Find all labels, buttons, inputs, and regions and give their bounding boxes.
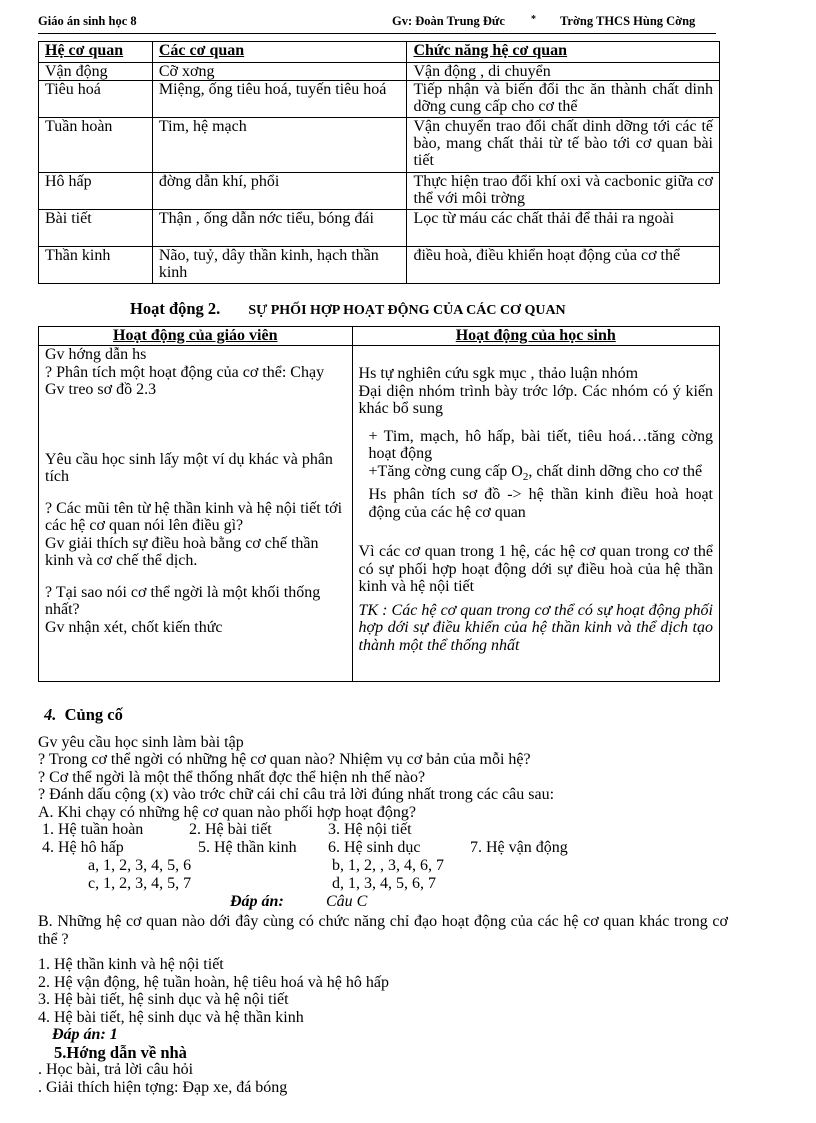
list-item: 1. Hệ tuần hoàn [42, 821, 144, 838]
table-cell: Hô hấp [39, 173, 153, 210]
header-rule [38, 33, 716, 34]
table-cell: điều hoà, điều khiển hoạt động của cơ thể [407, 247, 720, 284]
table-cell: Não, tuỷ, dây thần kinh, hạch thần kinh [152, 247, 407, 284]
text-line: Gv yêu cầu học sinh làm bài tập [38, 733, 244, 751]
header-subject: Giáo án sinh học 8 [38, 14, 137, 28]
student-line [359, 463, 713, 487]
table-row [39, 247, 720, 284]
homework-title: 5.Hớng dẫn về nhà [54, 1042, 187, 1062]
section-number: 4. [44, 705, 57, 724]
choice: b, 1, 2, , 3, 4, 6, 7 [332, 857, 444, 874]
student-activities [352, 346, 719, 682]
student-line: + Tim, mạch, hô hấp, bài tiết, tiêu hoá…tăng cờng hoạt động [368, 427, 713, 462]
teacher-activities [39, 346, 353, 682]
table-cell: Bài tiết [39, 210, 153, 247]
table-header-row [39, 42, 720, 63]
teacher-line: Gv nhận xét, chốt kiến thức [45, 618, 223, 636]
table-row [39, 63, 720, 81]
table-row [39, 346, 720, 682]
list-item: 5. Hệ thần kinh [198, 839, 297, 856]
homework-line: . Giải thích hiện tợng: Đạp xe, đá bóng [38, 1078, 288, 1096]
section-heading [44, 706, 728, 724]
activity2-heading [130, 299, 566, 319]
table-cell: Cỡ xơng [152, 63, 407, 81]
option-b: 1. Hệ thần kinh và hệ nội tiết [38, 956, 224, 973]
table-row [39, 210, 720, 247]
option-b: 4. Hệ bài tiết, hệ sinh dục và hệ thần kinh [38, 1008, 304, 1026]
table-cell: Lọc từ máu các chất thải để thải ra ngoài [407, 210, 720, 247]
table-cell: Vận động [39, 63, 153, 81]
student-text: +Tăng cờng cung cấp O [368, 462, 523, 480]
question-b: B. Những hệ cơ quan nào dới đây cùng có chức năng chỉ đạo hoạt động của các hệ cơ quan khác trong cơ thể ? [38, 913, 728, 948]
activity-table [38, 326, 720, 682]
choice: a, 1, 2, 3, 4, 5, 6 [88, 857, 192, 874]
table-cell: Vận động , di chuyển [407, 63, 720, 81]
list-item: 6. Hệ sinh dục [328, 839, 421, 856]
teacher-line: Gv hớng dẫn hs [45, 346, 147, 363]
col-header: Chức năng hệ cơ quan [407, 42, 720, 63]
answer-row [38, 893, 728, 911]
table-header-row [39, 327, 720, 346]
systems-list [38, 821, 728, 911]
table-row [39, 173, 720, 210]
list-item: 3. Hệ nội tiết [328, 821, 412, 838]
teacher-line: ? Phân tích một hoạt động của cơ thể: Chạy [45, 363, 325, 381]
table-cell: Vận chuyển trao đổi chất dinh dỡng tới các tế bào, mang chất thải từ tế bào tới cơ quan bài tiết [407, 118, 720, 173]
answer-label: Đáp án: [230, 893, 284, 910]
table-cell: Thận , ống dẫn nớc tiểu, bóng đái [152, 210, 407, 247]
student-text: , chất dinh dỡng cho cơ thể [528, 462, 703, 480]
header-school: Trờng THCS Hùng Cờng [560, 14, 696, 28]
systems-row [38, 839, 728, 857]
systems-row [38, 821, 728, 839]
header-star: * [531, 14, 536, 25]
section-title: Củng cố [64, 705, 123, 724]
header-teacher: Gv: Đoàn Trung Đức [392, 14, 505, 28]
teacher-line: Gv treo sơ đồ 2.3 [45, 381, 157, 398]
col-header-student: Hoạt động của học sinh [352, 327, 719, 346]
choices-row [38, 857, 728, 875]
teacher-line: Gv giải thích sự điều hoà bằng cơ chế thần kinh và cơ chế thể dịch. [45, 534, 319, 569]
text-line: ? Trong cơ thể ngời có những hệ cơ quan nào? Nhiệm vụ cơ bản của mỗi hệ? [38, 751, 531, 768]
student-line: Hs phân tích sơ đồ -> hệ thần kinh điều hoà hoạt động của các hệ cơ quan [368, 486, 713, 521]
table-cell: Tuần hoàn [39, 118, 153, 173]
table-cell: Tim, hệ mạch [152, 118, 407, 173]
table-cell: Tiếp nhận và biến đổi thc ăn thành chất dinh dỡng cung cấp cho cơ thể [407, 81, 720, 118]
table-cell: đờng dẫn khí, phổi [152, 173, 407, 210]
activity2-title: SỰ PHỐI HỢP HOẠT ĐỘNG CỦA CÁC CƠ QUAN [248, 303, 566, 318]
option-b: 3. Hệ bài tiết, hệ sinh dục và hệ nội tiết [38, 991, 289, 1008]
answer-b: Đáp án: 1 [52, 1026, 118, 1043]
student-line: Vì các cơ quan trong 1 hệ, các hệ cơ quan trong cơ thể có sự phối hợp hoạt động dới sự điều hoà của hệ thần kinh và hệ nội tiết [358, 543, 713, 596]
homework-line: . Học bài, trả lời câu hỏi [38, 1061, 194, 1078]
consolidation-section [38, 706, 728, 1096]
choice: d, 1, 3, 4, 5, 6, 7 [332, 875, 436, 892]
table-cell: Tiêu hoá [39, 81, 153, 118]
text-line: ? Cơ thể ngời là một thể thống nhất đợc thể hiện nh thế nào? [38, 768, 426, 786]
activity2-label: Hoạt động 2. [130, 299, 221, 318]
student-line: Đại diện nhóm trình bày trớc lớp. Các nhóm có ý kiến khác bổ sung [358, 382, 713, 417]
summary-conclusion: TK : Các hệ cơ quan trong cơ thể có sự hoạt động phối hợp dới sự điều khiển của hệ thần kinh và thể dịch tạo thành một thể thống nhất [358, 601, 713, 654]
choice: c, 1, 2, 3, 4, 5, 7 [88, 875, 192, 892]
text-line: ? Đánh dấu cộng (x) vào trớc chữ cái chỉ câu trả lời đúng nhất trong các câu sau: [38, 786, 555, 803]
col-header-teacher: Hoạt động của giáo viên [39, 327, 353, 346]
answer-value: Câu C [326, 893, 368, 910]
table-cell: Miệng, ống tiêu hoá, tuyến tiêu hoá [152, 81, 407, 118]
teacher-line: Yêu cầu học sinh lấy một ví dụ khác và phân tích [45, 450, 333, 485]
list-item: 4. Hệ hô hấp [42, 839, 124, 856]
table-cell: Thực hiện trao đổi khí oxi và cacbonic giữa cơ thể với môi trờng [407, 173, 720, 210]
student-line: Hs tự nghiên cứu sgk mục , thảo luận nhóm [358, 365, 639, 382]
subscript: 2 [522, 470, 529, 483]
table-row [39, 118, 720, 173]
col-header: Hệ cơ quan [39, 42, 153, 63]
teacher-line: ? Tại sao nói cơ thể ngời là một khối thống nhất? [45, 583, 321, 618]
text-line: A. Khi chạy có những hệ cơ quan nào phối hợp hoạt động? [38, 803, 416, 821]
table-cell: Thần kinh [39, 247, 153, 284]
list-item: 2. Hệ bài tiết [189, 821, 272, 838]
organ-systems-table [38, 41, 720, 284]
choices-row [38, 875, 728, 893]
list-item: 7. Hệ vận động [470, 839, 568, 856]
table-row [39, 81, 720, 118]
teacher-line: ? Các mũi tên từ hệ thần kinh và hệ nội tiết tới các hệ cơ quan nói lên điều gì? [45, 499, 343, 534]
col-header: Các cơ quan [152, 42, 407, 63]
option-b: 2. Hệ vận động, hệ tuần hoàn, hệ tiêu hoá và hệ hô hấp [38, 973, 390, 991]
